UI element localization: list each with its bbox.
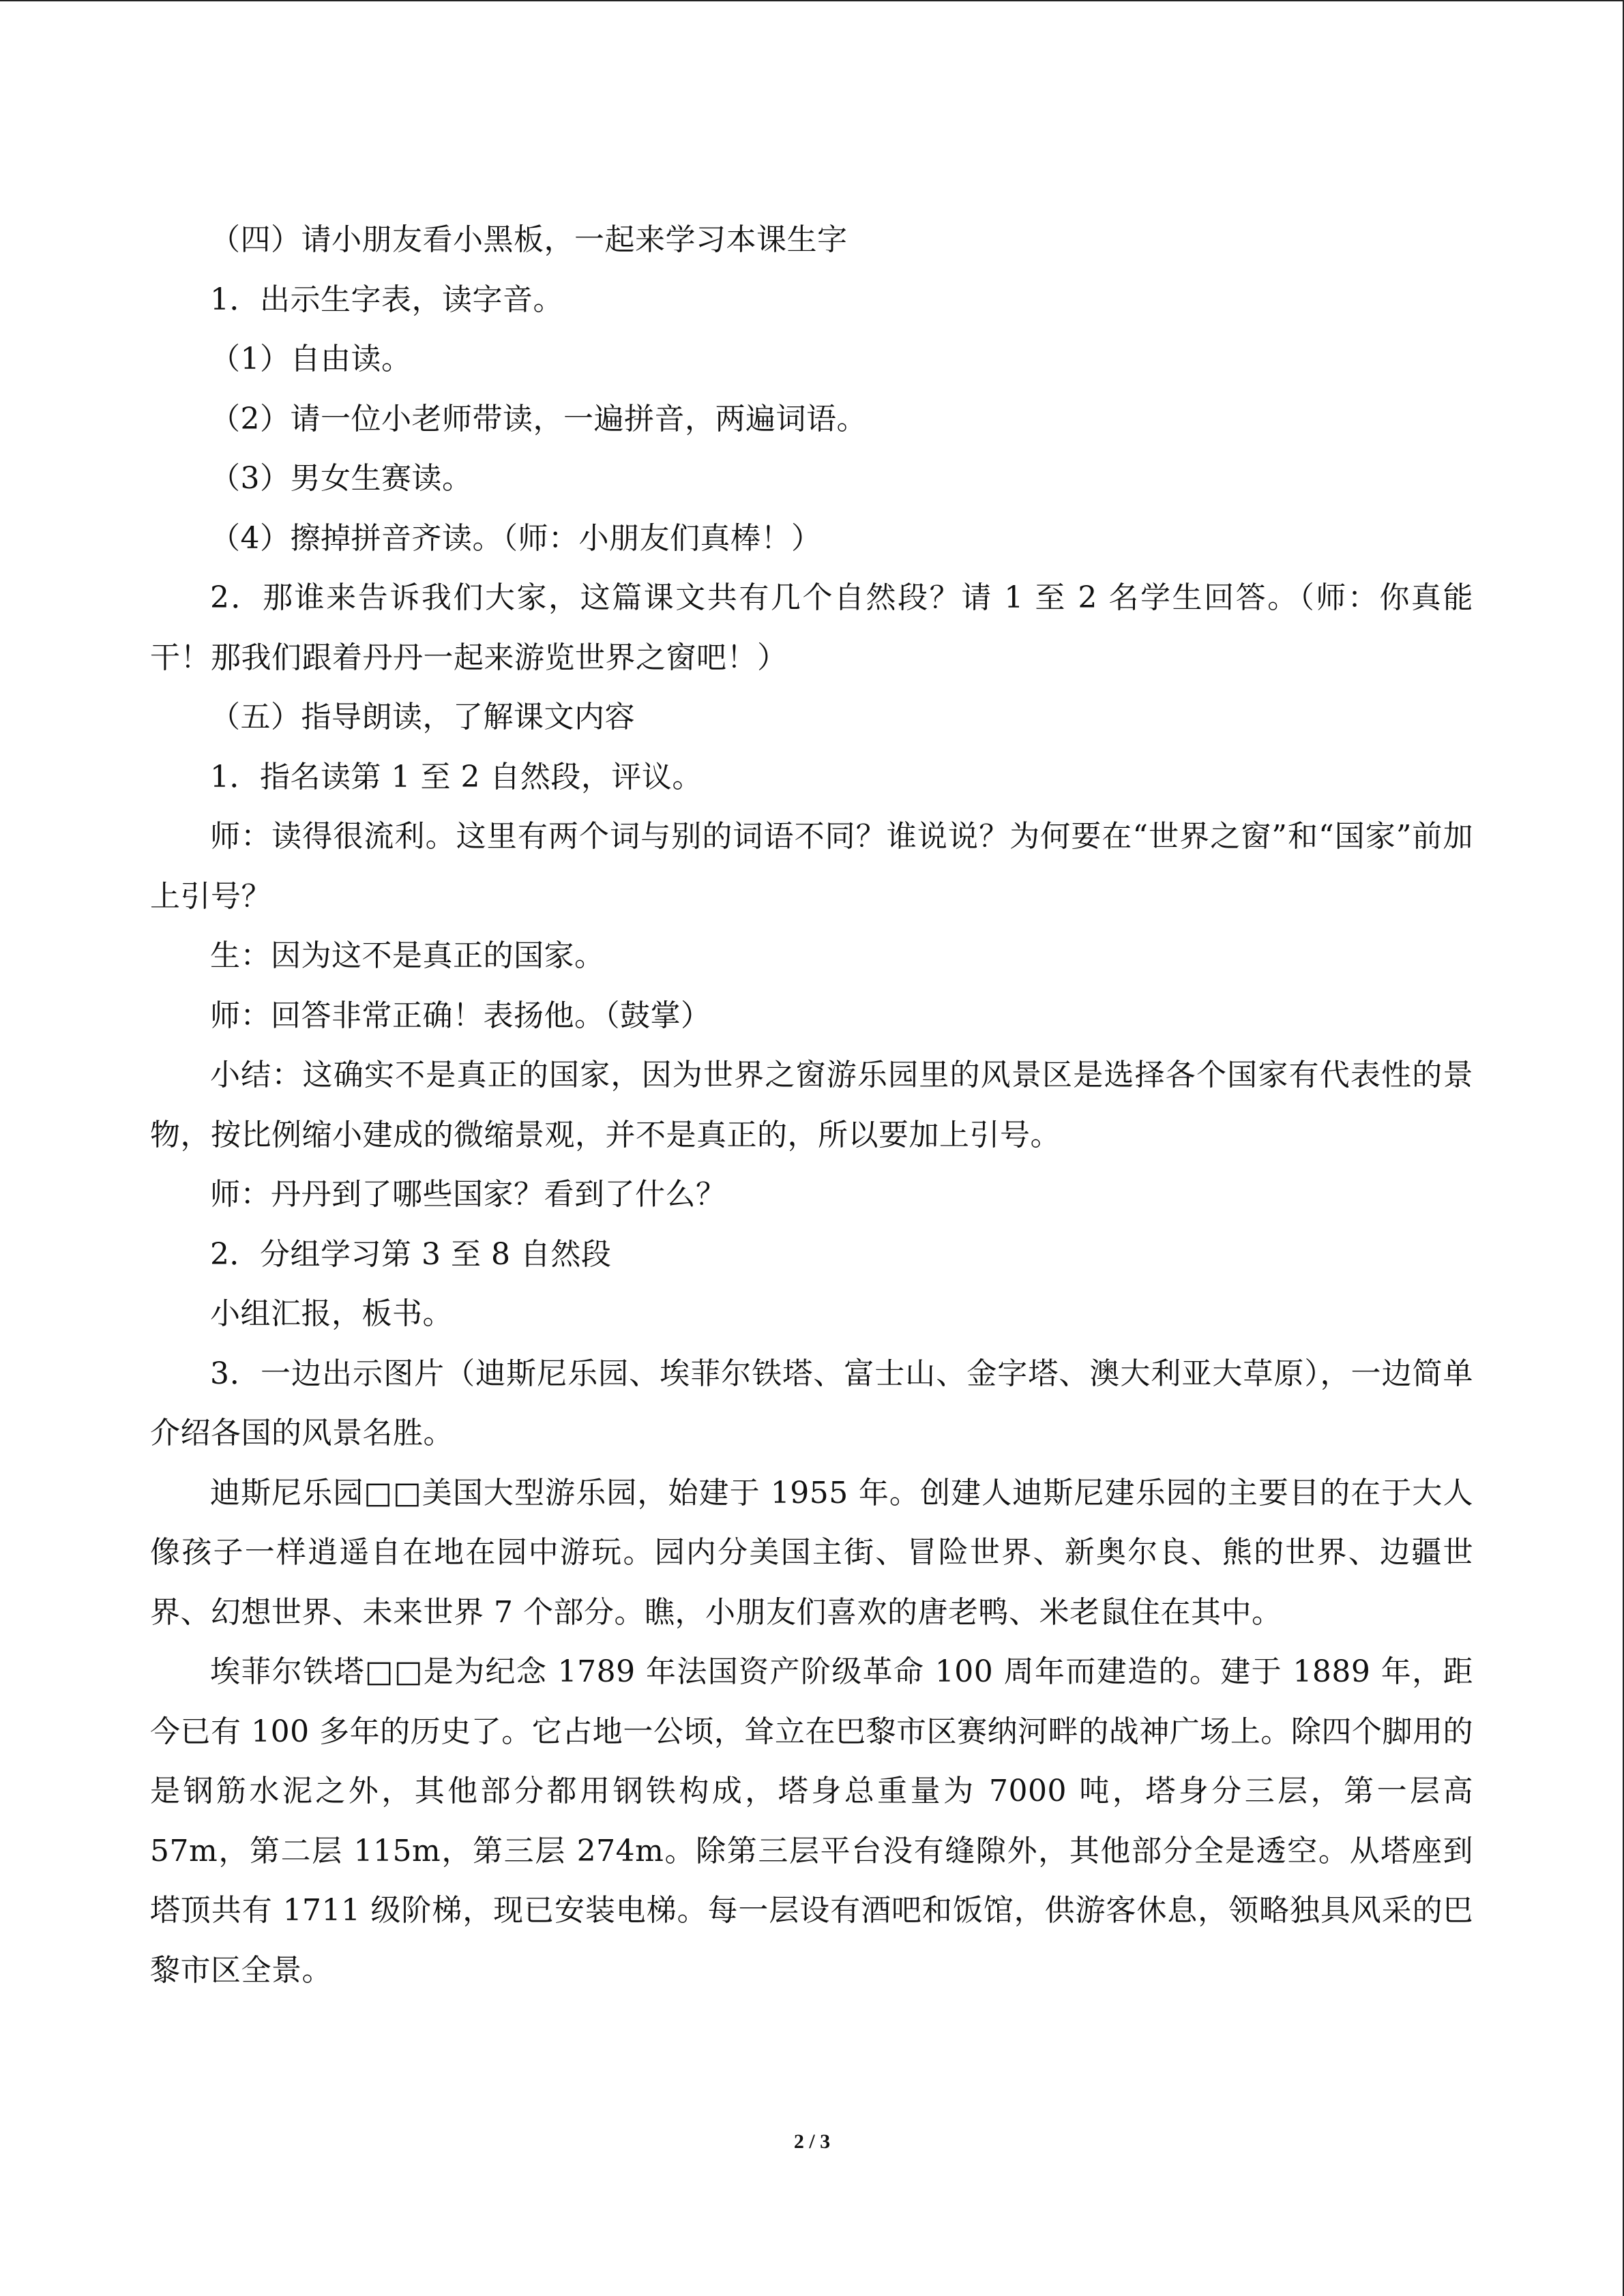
paragraph: 小结：这确实不是真正的国家，因为世界之窗游乐园里的风景区是选择各个国家有代表性的景物，按比例缩小建成的微缩景观，并不是真正的，所以要加上引号。 [150,1058,1473,1152]
paragraph: 3．一边出示图片（迪斯尼乐园、埃菲尔铁塔、富士山、金字塔、澳大利亚大草原），一边简单介绍各国的风景名胜。 [150,1356,1473,1450]
paragraph: 埃菲尔铁塔□□是为纪念 1789 年法国资产阶级革命 100 周年而建造的。建于 1889 年，距今已有 100 多年的历史了。它占地一公顷，耸立在巴黎市区赛纳河畔的战神广场上。除四个脚用的是钢筋水泥之外，其他部分都用钢铁构成，塔身总重量为 7000 吨，塔身分三层，第一层高 57m，第二层 115m，第三层 274m。除第三层平台没有缝隙外，其他部分全是透空。从塔座到塔顶共有 1711 级阶梯，现已安装电梯。每一层设有酒吧和饭馆，供游客休息，领略独具风采的巴黎市区全景。 [150,1654,1473,1988]
document-body [150,210,1473,2000]
section-heading-five: （五）指导朗读，了解课文内容 [210,700,635,734]
paragraph: 生：因为这不是真正的国家。 [210,938,605,973]
section-heading-four: （四）请小朋友看小黑板，一起来学习本课生字 [210,222,848,257]
paragraph: （2）请一位小老师带读，一遍拼音，两遍词语。 [210,401,867,436]
paragraph: 1．出示生字表，读字音。 [210,282,563,317]
paragraph: 师：回答非常正确！表扬他。（鼓掌） [210,998,711,1033]
paragraph: 2．那谁来告诉我们大家，这篇课文共有几个自然段？请 1 至 2 名学生回答。（师：你真能干！那我们跟着丹丹一起来游览世界之窗吧！） [150,580,1473,675]
paragraph: （3）男女生赛读。 [210,461,473,496]
paragraph: 1．指名读第 1 至 2 自然段，评议。 [210,759,703,794]
paragraph: 小组汇报，板书。 [210,1296,453,1331]
paragraph: （1）自由读。 [210,342,412,376]
page-number: 2 / 3 [793,2130,831,2153]
paragraph: （4）擦掉拼音齐读。（师：小朋友们真棒！） [210,520,822,556]
paragraph: 师：丹丹到了哪些国家？看到了什么？ [210,1177,726,1212]
page-border-top [0,0,1624,1]
paragraph: 师：读得很流利。这里有两个词与别的词语不同？谁说说？为何要在“世界之窗”和“国家”前加上引号？ [150,819,1473,914]
paragraph: 2．分组学习第 3 至 8 自然段 [210,1236,612,1272]
paragraph: 迪斯尼乐园□□美国大型游乐园，始建于 1955 年。创建人迪斯尼建乐园的主要目的在于大人像孩子一样逍遥自在地在园中游玩。园内分美国主街、冒险世界、新奥尔良、熊的世界、边疆世界、幻想世界、未来世界 7 个部分。瞧，小朋友们喜欢的唐老鸭、米老鼠住在其中。 [150,1475,1473,1630]
